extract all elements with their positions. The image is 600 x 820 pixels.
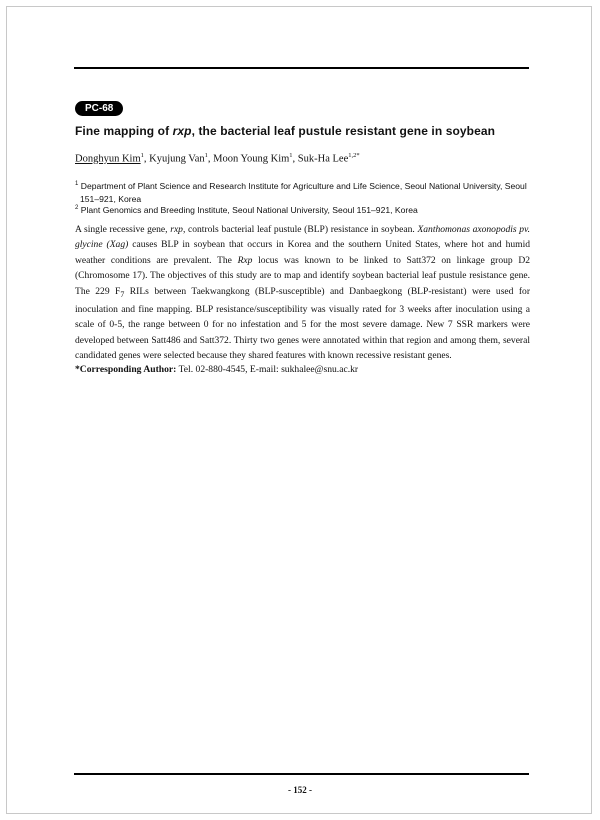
corresponding-email-label: E-mail: — [249, 364, 279, 375]
author-affiliation-mark: 1 — [140, 152, 144, 159]
abstract-pathogen-name: Xanthomonas axonopodis pv. glycine (Xag) — [75, 224, 530, 251]
corresponding-email[interactable]: sukhalee@snu.ac.kr — [281, 364, 359, 375]
author-affiliation-mark: 1,2* — [348, 152, 360, 159]
page-number: - 152 - — [288, 785, 312, 795]
abstract-text: locus was known to be linked to Satt372 on linkage group D2 (Chromosome 17). The objectives of this study are to map and identify soybean bacterial leaf pustule resistance gene. The 229 F — [75, 254, 530, 297]
affiliation-text: Plant Genomics and Breeding Institute, Seoul National University, Seoul 151–921, Korea — [80, 204, 418, 215]
author-list — [75, 152, 360, 165]
author-name: Suk-Ha Lee — [297, 153, 349, 165]
abstract-text: A single recessive gene, — [75, 224, 171, 235]
abstract-generation-subscript: 7 — [120, 289, 125, 299]
abstract-text: RILs between Taekwangkong (BLP-susceptible) and Danbaegkong (BLP-resistant) were used for inoculation and fine mapping. BLP resistance/susceptibility was visually rated for 3 weeks after inoculation using a scale of 0-5, the range between 0 for no infestation and 5 for the most severe damage. New 7 SSR markers were developed between Satt486 and Satt372. Thirty two genes were annotated within that region and among them, several candidated genes were selected because they shared features with known recessive resistant genes. — [75, 285, 531, 362]
author-separator: , — [207, 153, 214, 165]
author-affiliation-mark: 1 — [289, 152, 293, 159]
abstract-body — [75, 222, 530, 364]
author-name: Donghyun Kim — [75, 153, 141, 165]
paper-title — [75, 124, 535, 138]
author-separator: , — [292, 153, 298, 165]
affiliation-text-continued: 151–921, Korea — [80, 193, 142, 204]
abstract-gene-name: rxp — [170, 224, 183, 235]
title-part-2: , the bacterial leaf pustule resistant gene in soybean — [191, 124, 496, 138]
corresponding-author — [75, 364, 358, 375]
top-divider — [74, 67, 529, 69]
poster-code-badge: PC-68 — [75, 101, 123, 116]
author-separator: , — [143, 153, 150, 165]
bottom-divider — [74, 773, 529, 775]
author-affiliation-mark: 1 — [204, 152, 208, 159]
affiliation-number: 2 — [75, 205, 79, 211]
title-gene-name: rxp — [172, 124, 192, 138]
title-part-1: Fine mapping of — [75, 124, 173, 138]
corresponding-phone: Tel. 02-880-4545, — [178, 364, 248, 375]
affiliation-text: Department of Plant Science and Research Institute for Agriculture and Life Science, Seoul National University, Seoul — [80, 180, 527, 191]
corresponding-label: *Corresponding Author: — [75, 364, 177, 375]
author-name: Moon Young Kim — [213, 153, 290, 165]
author-name: Kyujung Van — [149, 153, 205, 165]
affiliation-number: 1 — [75, 181, 79, 187]
abstract-locus-name: Rxp — [237, 254, 253, 266]
abstract-text: , controls bacterial leaf pustule (BLP) resistance in soybean. — [182, 224, 418, 235]
affiliation-2 — [75, 202, 535, 217]
abstract-text: causes BLP in soybean that occurs in Korea and the southern United States, where hot and humid weather conditions are prevalent. The — [75, 239, 531, 266]
